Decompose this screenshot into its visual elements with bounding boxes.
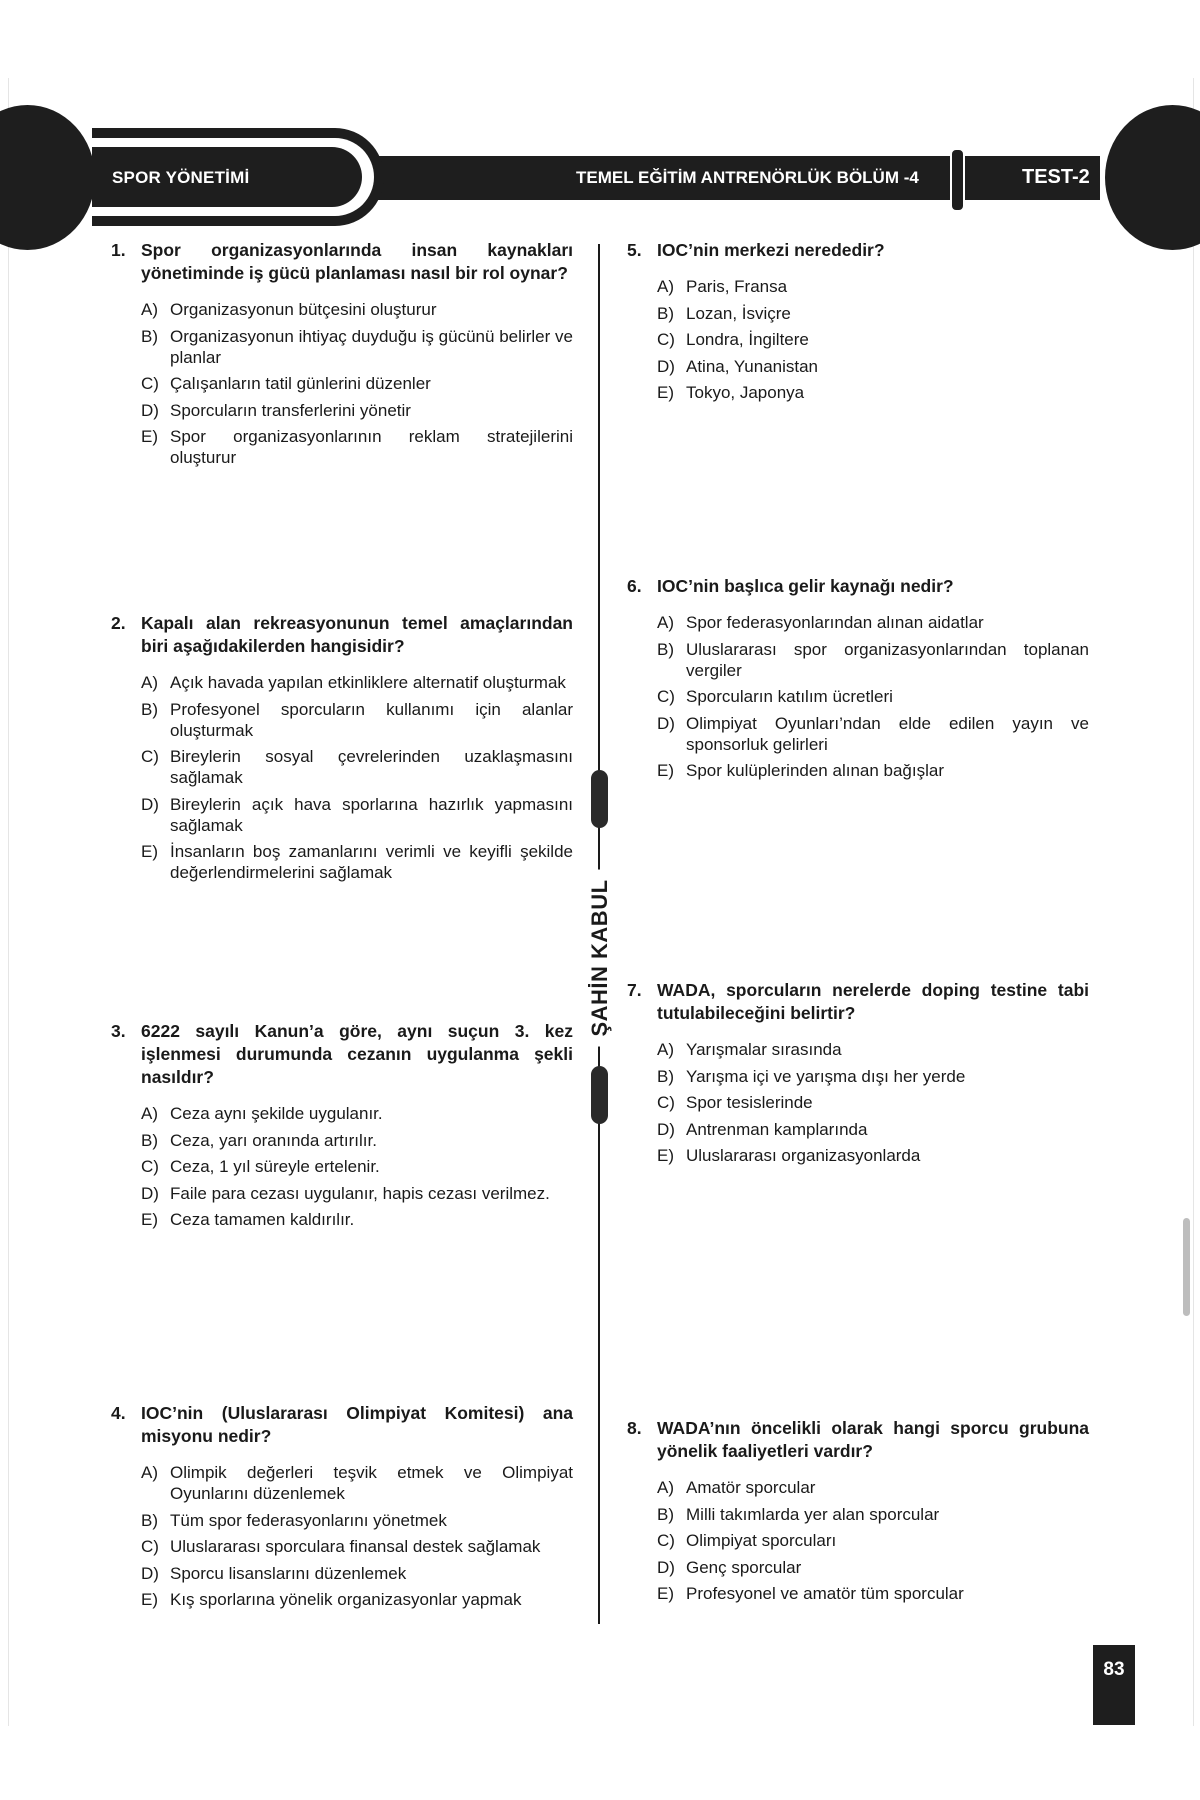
option-d[interactable] — [141, 1563, 573, 1584]
option-text: Sporcuların katılım ücretleri — [686, 687, 893, 706]
option-list — [111, 299, 573, 468]
option-list — [111, 1462, 573, 1610]
option-a[interactable] — [657, 1477, 1089, 1498]
option-text: Londra, İngiltere — [686, 330, 809, 349]
question-number: 3. — [111, 1021, 126, 1041]
option-letter: C) — [141, 747, 159, 766]
option-d[interactable] — [657, 1119, 1089, 1140]
option-c[interactable] — [657, 329, 1089, 350]
question-6 — [627, 575, 1089, 787]
question-number: 7. — [627, 980, 642, 1000]
option-d[interactable] — [141, 400, 573, 421]
option-d[interactable] — [141, 1183, 573, 1204]
option-list — [627, 612, 1089, 781]
option-letter: E) — [141, 1210, 158, 1229]
scrollbar-thumb[interactable] — [1183, 1218, 1190, 1316]
option-list — [627, 276, 1089, 403]
option-letter: D) — [657, 713, 675, 733]
option-c[interactable] — [657, 686, 1089, 707]
option-letter: A) — [657, 1040, 674, 1059]
option-e[interactable] — [141, 1589, 573, 1610]
option-text: Açık havada yapılan etkinliklere alternatif oluşturmak — [170, 673, 566, 692]
option-b[interactable] — [657, 303, 1089, 324]
option-e[interactable] — [657, 382, 1089, 403]
option-letter: C) — [657, 1531, 675, 1550]
question-text: Kapalı alan rekreasyonunun temel amaçlarından biri aşağıdakilerden hangisidir? — [141, 613, 573, 656]
question-number: 6. — [627, 576, 642, 596]
option-text: Sporcuların transferlerini yönetir — [170, 400, 411, 420]
book-title: TEMEL EĞİTİM ANTRENÖRLÜK BÖLÜM -4 — [576, 168, 919, 187]
option-letter: E) — [657, 1584, 674, 1603]
option-letter: E) — [141, 842, 158, 861]
option-letter: A) — [657, 1478, 674, 1497]
option-letter: D) — [657, 356, 675, 376]
option-list — [627, 1477, 1089, 1604]
option-text: Faile para cezası uygulanır, hapis cezası verilmez. — [170, 1183, 550, 1203]
option-text: Amatör sporcular — [686, 1478, 816, 1497]
question-1 — [111, 239, 573, 474]
option-text: Milli takımlarda yer alan sporcular — [686, 1504, 940, 1524]
option-text: Organizasyonun bütçesini oluşturur — [170, 300, 437, 319]
question-7 — [627, 979, 1089, 1172]
question-text: IOC’nin merkezi nerededir? — [657, 240, 885, 260]
option-text: Çalışanların tatil günlerini düzenler — [170, 374, 431, 393]
option-a[interactable] — [141, 299, 573, 320]
option-letter: B) — [657, 303, 674, 323]
option-letter: E) — [141, 427, 158, 446]
option-letter: A) — [141, 300, 158, 319]
test-label: TEST-2 — [1022, 166, 1090, 188]
option-list — [627, 1039, 1089, 1166]
option-c[interactable] — [657, 1092, 1089, 1113]
author-name: ŞAHİN KABUL — [581, 869, 619, 1046]
option-text: Spor tesislerinde — [686, 1093, 813, 1112]
question-number: 5. — [627, 240, 642, 260]
page-number: 83 — [1093, 1645, 1135, 1725]
question-text: IOC’nin (Uluslararası Olimpiyat Komitesi) ana misyonu nedir? — [141, 1403, 573, 1446]
question-number: 1. — [111, 240, 126, 260]
option-letter: B) — [141, 1510, 158, 1530]
option-text: Uluslararası sporculara finansal destek sağlamak — [170, 1537, 541, 1556]
option-text: Kış sporlarına yönelik organizasyonlar yapmak — [170, 1590, 522, 1609]
question-3 — [111, 1020, 573, 1236]
option-letter: A) — [657, 277, 674, 296]
option-text: Yarışmalar sırasında — [686, 1040, 842, 1059]
question-number: 8. — [627, 1418, 642, 1438]
question-8 — [627, 1417, 1089, 1610]
question-2 — [111, 612, 573, 889]
option-c[interactable] — [141, 1536, 573, 1557]
option-letter: B) — [141, 699, 158, 719]
option-text: Olimpik değerleri teşvik etmek ve Olimpiyat Oyunlarını düzenlemek — [170, 1463, 573, 1503]
option-text: Olimpiyat Oyunları’ndan elde edilen yayın ve sponsorluk gelirleri — [686, 713, 1089, 754]
question-text: 6222 sayılı Kanun’a göre, aynı suçun 3. kez işlenmesi durumunda cezanın uygulanma şekli nasıldır? — [141, 1021, 573, 1087]
option-e[interactable] — [141, 426, 573, 468]
option-letter: C) — [141, 1537, 159, 1556]
option-e[interactable] — [657, 760, 1089, 781]
option-letter: E) — [657, 761, 674, 780]
question-text: IOC’nin başlıca gelir kaynağı nedir? — [657, 576, 954, 596]
option-text: Profesyonel ve amatör tüm sporcular — [686, 1584, 964, 1603]
option-letter: C) — [657, 687, 675, 706]
question-text: Spor organizasyonlarında insan kaynakları yönetiminde iş gücü planlaması nasıl bir rol oynar? — [141, 240, 573, 283]
option-text: Olimpiyat sporcuları — [686, 1531, 837, 1550]
option-e[interactable] — [657, 1145, 1089, 1166]
option-text: Organizasyonun ihtiyaç duyduğu iş gücünü belirler ve planlar — [170, 326, 573, 367]
option-a[interactable] — [141, 1462, 573, 1504]
option-b[interactable] — [141, 1130, 573, 1151]
option-d[interactable] — [657, 713, 1089, 755]
option-letter: D) — [141, 794, 159, 814]
option-text: Uluslararası spor organizasyonlarından toplanan vergiler — [686, 639, 1089, 680]
option-letter: B) — [141, 326, 158, 346]
option-b[interactable] — [141, 699, 573, 741]
option-list — [111, 672, 573, 883]
option-text: İnsanların boş zamanlarını verimli ve keyifli şekilde değerlendirmelerini sağlamak — [170, 842, 573, 882]
option-letter: D) — [141, 400, 159, 420]
option-e[interactable] — [141, 1209, 573, 1230]
option-letter: D) — [657, 1557, 675, 1577]
option-letter: C) — [657, 1093, 675, 1112]
option-text: Uluslararası organizasyonlarda — [686, 1146, 921, 1165]
option-d[interactable] — [657, 1557, 1089, 1578]
option-text: Ceza, 1 yıl süreyle ertelenir. — [170, 1157, 380, 1176]
option-text: Antrenman kamplarında — [686, 1119, 868, 1139]
option-d[interactable] — [141, 794, 573, 836]
option-c[interactable] — [141, 746, 573, 788]
side-tab-lower — [591, 1066, 608, 1124]
option-letter: B) — [657, 639, 674, 659]
question-4 — [111, 1402, 573, 1616]
section-title: SPOR YÖNETİMİ — [112, 168, 250, 187]
option-text: Bireylerin açık hava sporlarına hazırlık yapmasını sağlamak — [170, 794, 573, 835]
option-c[interactable] — [657, 1530, 1089, 1551]
option-letter: B) — [657, 1504, 674, 1524]
option-letter: E) — [657, 383, 674, 402]
option-text: Spor organizasyonlarının reklam stratejilerini oluşturur — [170, 427, 573, 467]
option-letter: D) — [141, 1183, 159, 1203]
option-text: Yarışma içi ve yarışma dışı her yerde — [686, 1066, 966, 1086]
option-b[interactable] — [657, 1066, 1089, 1087]
option-list — [111, 1103, 573, 1230]
option-d[interactable] — [657, 356, 1089, 377]
question-text: WADA, sporcuların nerelerde doping testine tabi tutulabileceğini belirtir? — [657, 980, 1089, 1023]
option-b[interactable] — [657, 639, 1089, 681]
option-letter: C) — [141, 374, 159, 393]
option-text: Tokyo, Japonya — [686, 383, 805, 402]
option-text: Ceza tamamen kaldırılır. — [170, 1210, 355, 1229]
option-letter: A) — [141, 673, 158, 692]
option-e[interactable] — [657, 1583, 1089, 1604]
header-divider — [950, 148, 965, 212]
option-letter: E) — [141, 1590, 158, 1609]
option-letter: A) — [141, 1104, 158, 1123]
option-a[interactable] — [141, 672, 573, 693]
side-tab-upper — [591, 770, 608, 828]
option-letter: B) — [141, 1130, 158, 1150]
option-letter: D) — [657, 1119, 675, 1139]
option-letter: B) — [657, 1066, 674, 1086]
question-text: WADA’nın öncelikli olarak hangi sporcu grubuna yönelik faaliyetleri vardır? — [657, 1418, 1089, 1461]
option-e[interactable] — [141, 841, 573, 883]
option-text: Paris, Fransa — [686, 277, 788, 296]
option-a[interactable] — [657, 1039, 1089, 1060]
option-letter: E) — [657, 1146, 674, 1165]
option-text: Sporcu lisanslarını düzenlemek — [170, 1563, 407, 1583]
option-text: Ceza, yarı oranında artırılır. — [170, 1130, 377, 1150]
option-a[interactable] — [657, 612, 1089, 633]
option-letter: C) — [141, 1157, 159, 1176]
option-text: Spor federasyonlarından alınan aidatlar — [686, 613, 984, 632]
option-b[interactable] — [141, 1510, 573, 1531]
option-c[interactable] — [141, 373, 573, 394]
option-b[interactable] — [657, 1504, 1089, 1525]
option-text: Lozan, İsviçre — [686, 303, 791, 323]
option-a[interactable] — [141, 1103, 573, 1124]
option-c[interactable] — [141, 1156, 573, 1177]
option-letter: D) — [141, 1563, 159, 1583]
option-a[interactable] — [657, 276, 1089, 297]
question-5 — [627, 239, 1089, 409]
option-text: Profesyonel sporcuların kullanımı için alanlar oluşturmak — [170, 699, 573, 740]
option-text: Spor kulüplerinden alınan bağışlar — [686, 761, 945, 780]
option-letter: C) — [657, 330, 675, 349]
page-edge-left — [8, 78, 9, 1726]
option-text: Genç sporcular — [686, 1557, 802, 1577]
option-text: Bireylerin sosyal çevrelerinden uzaklaşmasını sağlamak — [170, 747, 573, 787]
option-b[interactable] — [141, 326, 573, 368]
option-text: Ceza aynı şekilde uygulanır. — [170, 1104, 383, 1123]
option-letter: A) — [141, 1463, 158, 1482]
option-letter: A) — [657, 613, 674, 632]
option-text: Atina, Yunanistan — [686, 356, 819, 376]
page-edge-right — [1193, 78, 1194, 1726]
question-number: 4. — [111, 1403, 126, 1423]
question-number: 2. — [111, 613, 126, 633]
option-text: Tüm spor federasyonlarını yönetmek — [170, 1510, 447, 1530]
